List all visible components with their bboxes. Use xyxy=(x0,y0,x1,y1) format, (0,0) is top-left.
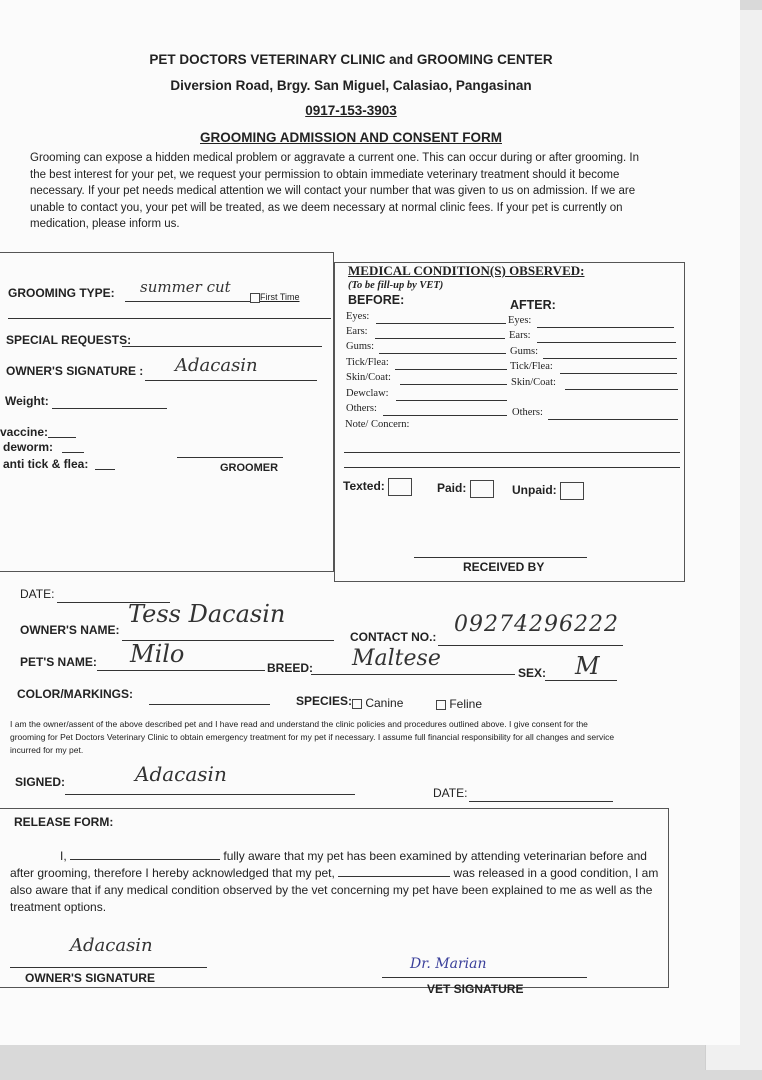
owner-signature-label: OWNER'S SIGNATURE : xyxy=(6,364,144,378)
groomer-line xyxy=(177,457,283,458)
release-owner-signature[interactable]: Adacasin xyxy=(70,935,153,956)
deworm-line xyxy=(62,452,84,453)
first-time-label: First Time xyxy=(260,292,300,302)
paid-field[interactable] xyxy=(437,480,494,498)
anti-tick-line xyxy=(95,469,115,470)
pet-name-value[interactable]: Milo xyxy=(130,640,185,668)
grooming-type-value[interactable]: summer cut xyxy=(140,278,231,296)
release-text-1: I, xyxy=(60,849,67,863)
before-gums-label: Gums: xyxy=(346,341,375,352)
special-requests-line xyxy=(122,346,322,347)
paid-label: Paid: xyxy=(437,481,467,496)
note-label: Note/ Concern: xyxy=(345,419,410,430)
feline-label: Feline xyxy=(449,697,483,711)
species-label: SPECIES: xyxy=(296,694,353,708)
contact-value[interactable]: 09274296222 xyxy=(454,612,619,637)
after-ears-line xyxy=(537,342,676,343)
signed-line xyxy=(65,794,355,795)
before-ears-label: Ears: xyxy=(346,326,368,337)
vet-signature[interactable]: Dr. Marian xyxy=(410,956,487,972)
color-line xyxy=(149,704,270,705)
after-label: AFTER: xyxy=(510,298,556,312)
before-gums-line xyxy=(379,353,506,354)
signed-date-label: DATE: xyxy=(433,786,468,800)
release-text-3: was released in a good condition, I am also aware that if any medical condition observed by the vet concerning my pet have been explained to me as well as the treatment options. xyxy=(10,866,659,914)
texted-checkbox[interactable] xyxy=(388,478,412,496)
date-label: DATE: xyxy=(20,587,55,601)
before-tick-label: Tick/Flea: xyxy=(346,357,389,368)
canine-label: Canine xyxy=(365,696,404,710)
before-dewclaw-line xyxy=(396,400,507,401)
unpaid-checkbox[interactable] xyxy=(560,482,584,500)
before-label: BEFORE: xyxy=(348,293,405,307)
release-owner-line xyxy=(10,967,207,968)
release-paragraph xyxy=(10,848,665,916)
first-time-option[interactable] xyxy=(250,292,300,303)
owner-signature-value[interactable]: Adacasin xyxy=(175,355,258,376)
before-skin-label: Skin/Coat: xyxy=(346,372,391,383)
before-skin-line xyxy=(400,384,507,385)
weight-line xyxy=(52,408,167,409)
deworm-label: deworm: xyxy=(3,440,54,454)
received-by-label: RECEIVED BY xyxy=(463,560,545,574)
release-name-blank[interactable] xyxy=(70,848,220,860)
note-line-2 xyxy=(344,467,680,468)
owner-signature-line xyxy=(145,380,317,381)
feline-checkbox[interactable] xyxy=(436,700,446,710)
received-by-line xyxy=(414,557,587,558)
after-others-label: Others: xyxy=(512,407,543,418)
medical-subtitle: (To be fill-up by VET) xyxy=(348,280,444,291)
before-ears-line xyxy=(375,338,505,339)
breed-label: BREED: xyxy=(267,661,314,675)
contact-label: CONTACT NO.: xyxy=(350,630,437,644)
grooming-type-line-2 xyxy=(8,318,331,319)
signed-date-line xyxy=(469,801,613,802)
special-requests-label: SPECIAL REQUESTS: xyxy=(6,333,132,347)
breed-value[interactable]: Maltese xyxy=(352,646,441,671)
canine-option[interactable] xyxy=(352,696,403,710)
unpaid-field[interactable] xyxy=(512,482,584,500)
anti-tick-label: anti tick & flea: xyxy=(3,457,89,471)
first-time-checkbox[interactable] xyxy=(250,293,260,303)
release-pet-blank[interactable] xyxy=(338,865,450,877)
after-tick-label: Tick/Flea: xyxy=(510,361,553,372)
after-skin-label: Skin/Coat: xyxy=(511,377,556,388)
color-label: COLOR/MARKINGS: xyxy=(17,687,133,701)
release-title: RELEASE FORM: xyxy=(14,815,114,829)
contact-line xyxy=(438,645,623,646)
groomer-label: GROOMER xyxy=(220,462,279,474)
before-eyes-line xyxy=(376,323,506,324)
vaccine-label: vaccine: xyxy=(0,425,49,439)
sex-label: SEX: xyxy=(518,666,547,680)
breed-line xyxy=(311,674,515,675)
intro-paragraph: Grooming can expose a hidden medical problem or aggravate a current one. This can occur during or after grooming. In the best interest for your pet, we request your permission to obtain immediate veterinary treatment should it become necessary. If your pet needs medical attention we will contact your number that was given to us on admission. If we are unable to contact you, your pet will be treated, as we deem necessary at normal clinic fees. If your pet is currently on medication, please inform us. xyxy=(30,152,639,230)
after-eyes-line xyxy=(537,327,674,328)
before-others-line xyxy=(383,415,507,416)
clinic-phone: 0917-153-3903 xyxy=(305,103,397,118)
sex-line xyxy=(545,680,617,681)
sex-value[interactable]: M xyxy=(575,652,600,680)
release-owner-label: OWNER'S SIGNATURE xyxy=(25,971,155,985)
vet-signature-line xyxy=(382,977,587,978)
release-text-2: fully aware that my pet has been examined by attending veterinarian before and after grooming, therefore I hereby acknowledged that my pet, xyxy=(10,849,647,880)
after-others-line xyxy=(548,419,678,420)
medical-title: MEDICAL CONDITION(S) OBSERVED: xyxy=(348,263,585,278)
form-title: GROOMING ADMISSION AND CONSENT FORM xyxy=(200,130,502,145)
unpaid-label: Unpaid: xyxy=(512,483,557,498)
vaccine-line xyxy=(48,437,76,438)
grooming-type-line xyxy=(125,301,250,302)
after-gums-line xyxy=(543,358,677,359)
note-line-1 xyxy=(344,452,680,453)
after-eyes-label: Eyes: xyxy=(508,315,532,326)
pet-name-label: PET'S NAME: xyxy=(20,655,97,669)
clinic-name: PET DOCTORS VETERINARY CLINIC and GROOMING CENTER xyxy=(149,52,553,67)
after-gums-label: Gums: xyxy=(510,346,539,357)
paid-checkbox[interactable] xyxy=(470,480,494,498)
vet-signature-label: VET SIGNATURE xyxy=(427,982,524,996)
before-tick-line xyxy=(395,369,507,370)
texted-field[interactable] xyxy=(343,478,412,496)
consent-paragraph: I am the owner/assent of the above described pet and I have read and understand the clinic policies and procedures outlined above. I give consent for the grooming for Pet Doctors Veterinary Clinic to obtain emergency treatment for my pet if necessary. I assume full financial responsibility for all changes and service incurred for my pet. xyxy=(10,719,615,755)
feline-option[interactable] xyxy=(436,697,482,711)
after-skin-line xyxy=(565,389,678,390)
owner-name-value[interactable]: Tess Dacasin xyxy=(128,600,286,628)
before-dewclaw-label: Dewclaw: xyxy=(346,388,389,399)
after-ears-label: Ears: xyxy=(509,330,531,341)
before-others-label: Others: xyxy=(346,403,377,414)
clinic-address: Diversion Road, Brgy. San Miguel, Calasiao, Pangasinan xyxy=(170,78,532,93)
before-eyes-label: Eyes: xyxy=(346,311,370,322)
after-tick-line xyxy=(560,373,677,374)
pet-name-line xyxy=(97,670,265,671)
texted-label: Texted: xyxy=(343,479,385,494)
grooming-type-label: GROOMING TYPE: xyxy=(8,286,115,300)
owner-name-label: OWNER'S NAME: xyxy=(20,623,120,637)
weight-label: Weight: xyxy=(5,394,49,408)
signed-label: SIGNED: xyxy=(15,775,66,789)
signed-signature[interactable]: Adacasin xyxy=(135,762,227,786)
canine-checkbox[interactable] xyxy=(352,699,362,709)
